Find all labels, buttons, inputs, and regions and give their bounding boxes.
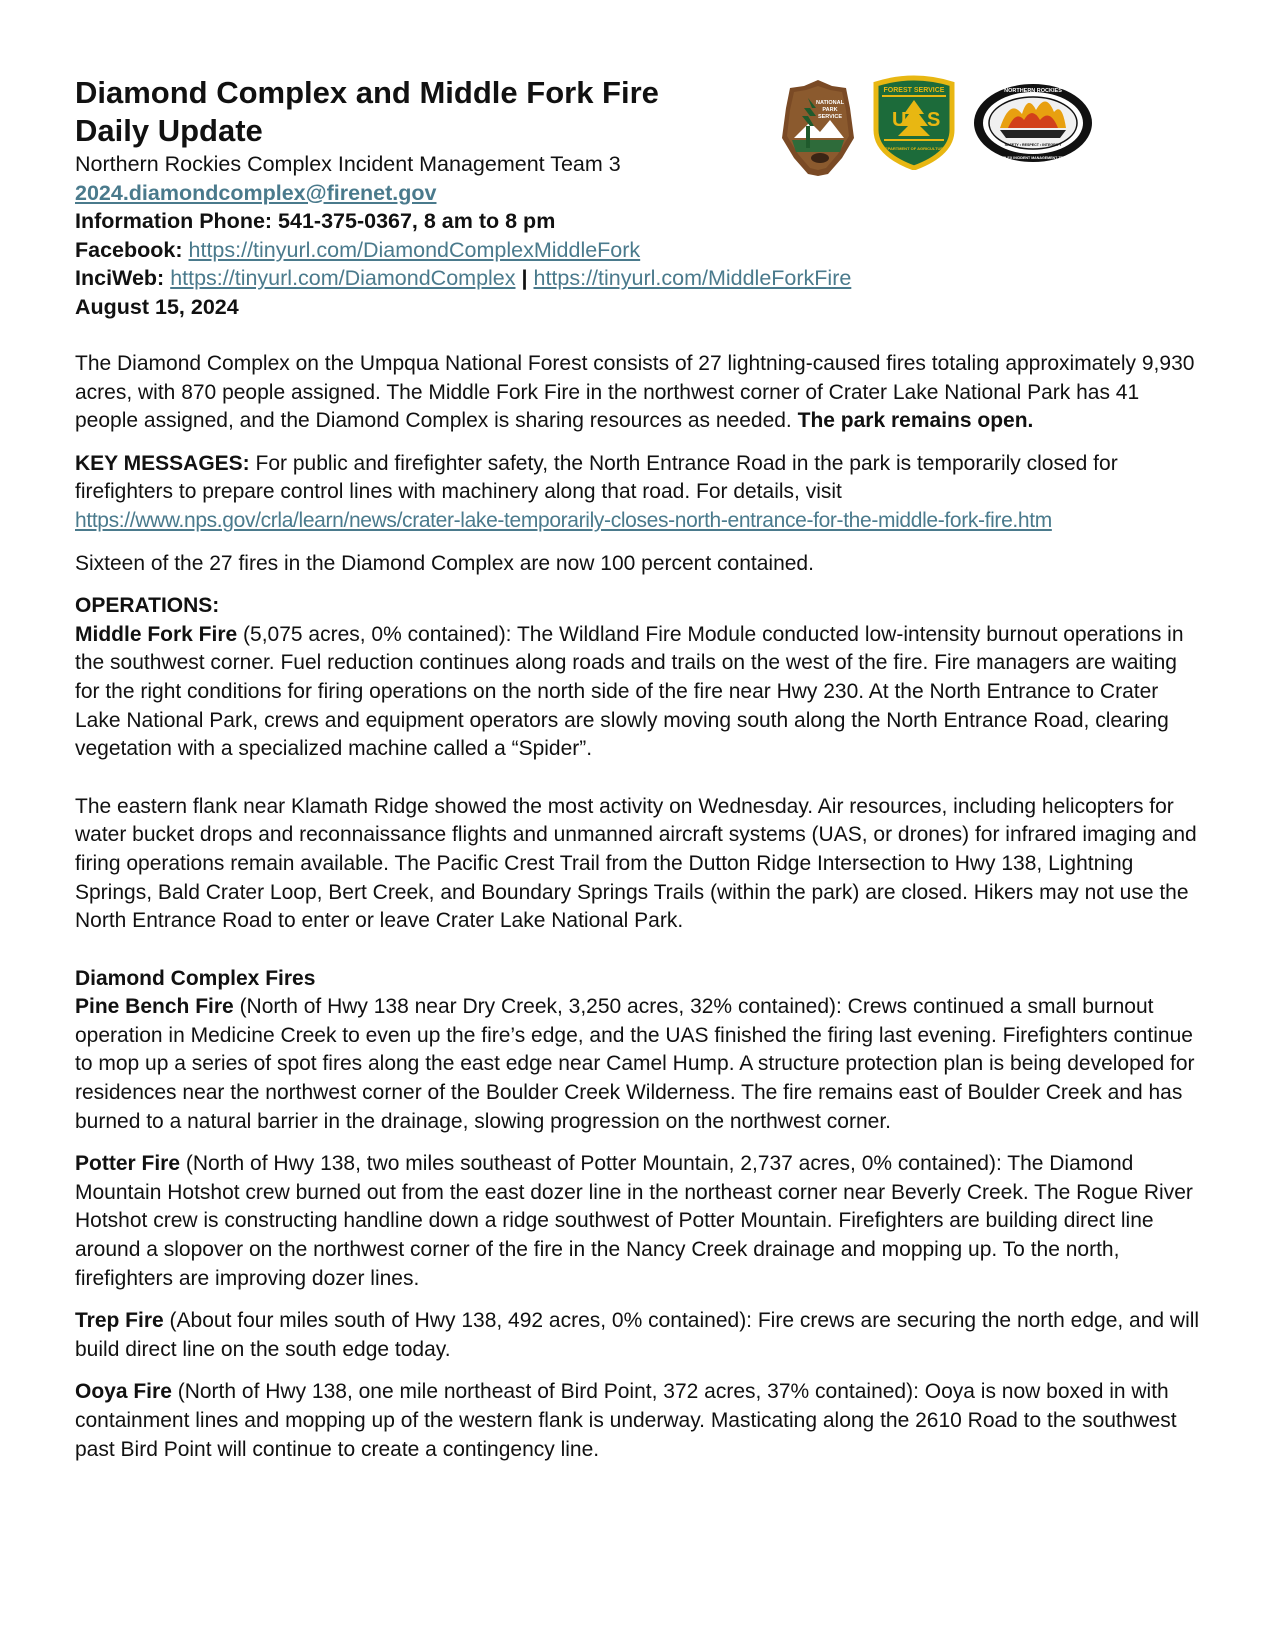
middle-fork-fire-text: (5,075 acres, 0% contained): The Wildland Fire Module conducted low-intensity burnout operations in the southwest corner. Fuel reduction continues along roads and trails on the west of the fire. Fire managers are waiting for the right conditions for firing operations on the north side of the fire near Hwy 230. At the North Entrance to Crater Lake National Park, crews and equipment operators are slowly moving south along the North Entrance Road, clearing vegetation with a specialized machine called a “Spider”.: [75, 622, 1184, 761]
usfs-logo-top-text: FOREST SERVICE: [883, 87, 945, 94]
operations-section: [75, 592, 1205, 764]
nps-closure-link[interactable]: https://www.nps.gov/crla/learn/news/crater-lake-temporarily-closes-north-entrance-for-the-middle-fork-fire.htm: [75, 508, 1052, 532]
page-title: [75, 74, 1205, 150]
middle-fork-fire-name: Middle Fork Fire: [75, 622, 238, 646]
nrcimt-logo-mid-text: SAFETY • RESPECT • INTEGRITY: [1004, 143, 1062, 147]
ooya-fire-paragraph: [75, 1378, 1205, 1464]
trep-fire-text: (About four miles south of Hwy 138, 492 acres, 0% contained): Fire crews are securing the north edge, and will build direct line on the south edge today.: [75, 1309, 1200, 1361]
nrcimt-logo-top-text: NORTHERN ROCKIES: [1004, 88, 1062, 94]
trep-fire-name: Trep Fire: [75, 1309, 164, 1333]
update-date: August 15, 2024: [75, 294, 239, 319]
document-header: [75, 74, 1205, 321]
usfs-logo-letter-s: S: [927, 109, 941, 131]
title-line-1: Diamond Complex and Middle Fork Fire: [75, 75, 659, 110]
trep-fire-paragraph: [75, 1307, 1205, 1364]
info-phone: Information Phone: 541-375-0367, 8 am to 8 pm: [75, 209, 556, 233]
nrcimt-logo-bottom-text: COMPLEX INCIDENT MANAGEMENT TEAM 3: [994, 156, 1072, 160]
usfs-logo-bottom-text: DEPARTMENT OF AGRICULTURE: [882, 146, 946, 151]
potter-fire-name: Potter Fire: [75, 1152, 181, 1176]
inciweb-link-middlefork[interactable]: https://tinyurl.com/MiddleForkFire: [533, 266, 852, 290]
diamond-complex-section: [75, 965, 1205, 1137]
potter-fire-paragraph: [75, 1150, 1205, 1293]
facebook-link[interactable]: https://tinyurl.com/DiamondComplexMiddleFork: [188, 237, 641, 262]
pine-bench-fire-name: Pine Bench Fire: [75, 995, 234, 1019]
diamond-complex-heading: Diamond Complex Fires: [75, 966, 316, 990]
inciweb-link-diamond[interactable]: https://tinyurl.com/DiamondComplex: [170, 266, 516, 290]
potter-fire-text: (North of Hwy 138, two miles southeast of Potter Mountain, 2,737 acres, 0% contained): The Diamond Mountain Hotshot crew burned out from the east dozer line in the northeast corner near Beverly Creek. The Rogue River Hotshot crew is constructing handline down a ridge southwest of Potter Mountain. Firefighters are building direct line around a slopover on the northwest corner of the fire in the Nancy Creek drainage and mopping up. To the north, firefighters are improving dozer lines.: [75, 1152, 1193, 1290]
nps-logo-text-2: PARK: [822, 107, 838, 113]
facebook-label: Facebook:: [75, 237, 183, 262]
inciweb-line: [75, 264, 1205, 293]
intro-text: The Diamond Complex on the Umpqua National Forest consists of 27 lightning-caused fires totaling approximately 9,930 acres, with 870 people assigned. The Middle Fork Fire in the northwest corner of Crater Lake National Park has 41 people assigned, and the Diamond Complex is sharing resources as needed.: [75, 352, 1195, 433]
nps-logo-text-1: NATIONAL: [815, 100, 845, 106]
facebook-line: [75, 236, 1205, 265]
ooya-fire-name: Ooya Fire: [75, 1380, 172, 1404]
park-open-notice: The park remains open.: [797, 409, 1034, 433]
operations-heading: OPERATIONS:: [75, 594, 220, 618]
intro-paragraph: [75, 350, 1205, 436]
nps-logo-text-3: SERVICE: [817, 114, 843, 120]
usfs-logo-letter-u: U: [892, 109, 907, 131]
inciweb-label: InciWeb:: [75, 266, 165, 290]
ooya-fire-text: (North of Hwy 138, one mile northeast of Bird Point, 372 acres, 37% contained): Ooya is now boxed in with containment lines and mopping up of the western flank is underway. Masticating along the 2610 Road to the southwest past Bird Point will continue to create a contingency line.: [75, 1380, 1177, 1461]
key-messages-text: For public and firefighter safety, the North Entrance Road in the park is temporarily closed for firefighters to prepare control lines with machinery along that road. For details, visit: [75, 451, 1118, 504]
email-link[interactable]: 2024.diamondcomplex@firenet.gov: [75, 180, 437, 205]
title-line-2: Daily Update: [75, 113, 263, 148]
key-messages-label: KEY MESSAGES:: [75, 451, 250, 475]
pine-bench-fire-text: (North of Hwy 138 near Dry Creek, 3,250 acres, 32% contained): Crews continued a small burnout operation in Medicine Creek to even up the fire’s edge, and the UAS finished the firing last evening. Firefighters continue to mop up a series of spot fires along the east edge near Camel Hump. A structure protection plan is being developed for residences near the northwest corner of the Boulder Creek Wilderness. The fire remains east of Boulder Creek and has burned to a natural barrier in the drainage, slowing progression on the northwest corner.: [75, 995, 1195, 1133]
inciweb-separator: |: [521, 266, 528, 290]
contained-note: Sixteen of the 27 fires in the Diamond Complex are now 100 percent contained.: [75, 551, 814, 575]
key-messages-paragraph: [75, 450, 1205, 536]
daily-update-document: [75, 74, 1205, 1464]
eastern-flank-paragraph: The eastern flank near Klamath Ridge showed the most activity on Wednesday. Air resources, including helicopters for water bucket drops and reconnaissance flights and unmanned aircraft systems (UAS, or drones) for infrared imaging and firing operations remain available. The Pacific Crest Trail from the Dutton Ridge Intersection to Hwy 138, Lightning Springs, Bald Crater Loop, Bert Creek, and Boundary Springs Trails (within the park) are closed. Hikers may not use the North Entrance Road to enter or leave Crater Lake National Park.: [75, 794, 1197, 933]
team-name: Northern Rockies Complex Incident Management Team 3: [75, 152, 621, 176]
